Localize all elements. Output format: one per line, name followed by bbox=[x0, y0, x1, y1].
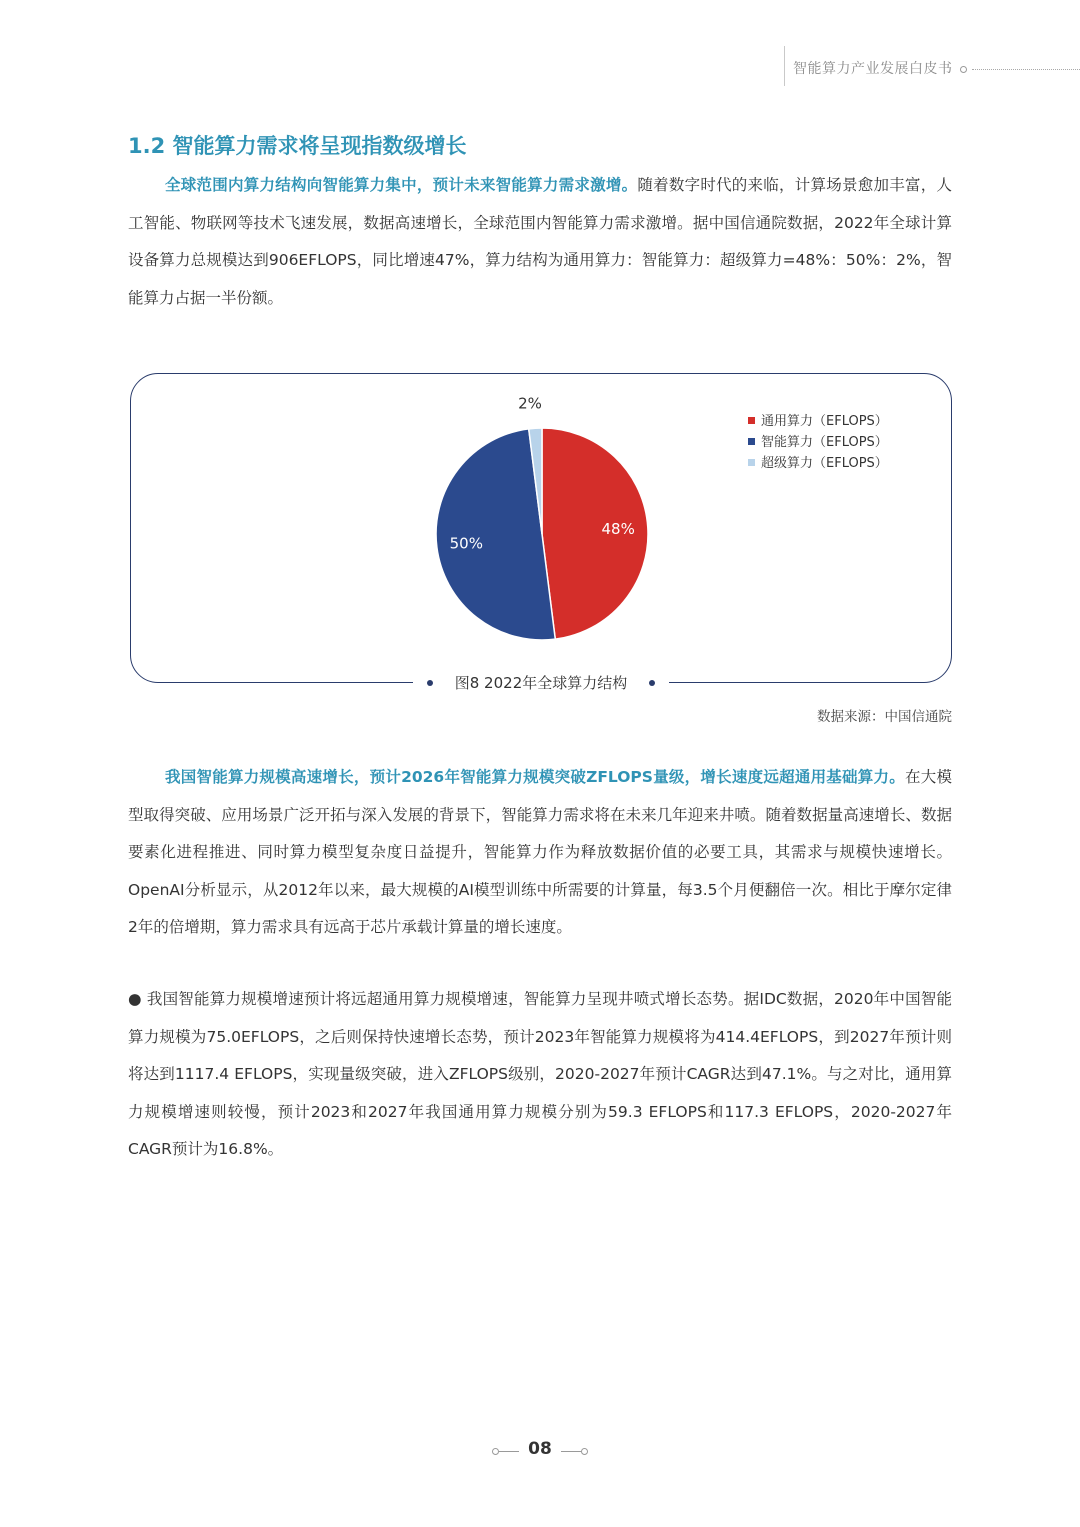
header-divider bbox=[784, 46, 785, 86]
figure-source: 数据来源：中国信通院 bbox=[817, 709, 952, 725]
legend-item bbox=[748, 432, 888, 453]
pie-chart bbox=[380, 393, 710, 653]
paragraph-2 bbox=[128, 759, 952, 947]
footer-left-dot bbox=[492, 1448, 499, 1455]
footer-right-dot bbox=[581, 1448, 588, 1455]
bullet-icon: ● bbox=[128, 990, 142, 1008]
caption-right-dot bbox=[649, 680, 655, 686]
paragraph-1 bbox=[128, 167, 952, 317]
legend-label: 智能算力（EFLOPS） bbox=[761, 435, 888, 450]
paragraph-1-lead: 全球范围内算力结构向智能算力集中，预计未来智能算力需求激增。 bbox=[165, 176, 638, 194]
paragraph-1-body: 随着数字时代的来临，计算场景愈加丰富，人工智能、物联网等技术飞速发展，数据高速增长，全球范围内智能算力需求激增。据中国信通院数据，2022年全球计算设备算力总规模达到906EFLOPS，同比增速47%，算力结构为通用算力：智能算力：超级算力=48%：50%：2%，智能算力占据一半份额。 bbox=[128, 176, 952, 307]
legend-swatch bbox=[748, 459, 755, 466]
chart-legend bbox=[748, 411, 888, 474]
footer-right-line bbox=[561, 1451, 581, 1452]
figure-caption: 图8 2022年全球算力结构 bbox=[454, 674, 628, 692]
footer-left-line bbox=[499, 1451, 519, 1452]
data-label-slice-intelligent: 50% bbox=[449, 534, 483, 553]
legend-item bbox=[748, 411, 888, 432]
section-title: 1.2 智能算力需求将呈现指数级增长 bbox=[128, 134, 467, 158]
legend-label: 超级算力（EFLOPS） bbox=[761, 456, 888, 471]
legend-swatch bbox=[748, 438, 755, 445]
paragraph-2-body: 在大模型取得突破、应用场景广泛开拓与深入发展的背景下，智能算力需求将在未来几年迎来井喷。随着数据量高速增长、数据要素化进程推进、同时算力模型复杂度日益提升，智能算力作为释放数据价值的必要工具，其需求与规模快速增长。OpenAI分析显示，从2012年以来，最大规模的AI模型训练中所需要的计算量，每3.5个月便翻倍一次。相比于摩尔定律2年的倍增期，算力需求具有远高于芯片承载计算量的增长速度。 bbox=[128, 768, 952, 936]
paragraph-3 bbox=[128, 981, 952, 1169]
page-footer bbox=[0, 1433, 1080, 1473]
header-ornament-dot bbox=[960, 66, 967, 73]
running-header bbox=[0, 0, 1080, 90]
legend-item bbox=[748, 453, 888, 474]
running-title: 智能算力产业发展白皮书 bbox=[793, 61, 953, 77]
page-number: 08 bbox=[528, 1439, 552, 1459]
figure-caption-row bbox=[130, 670, 952, 696]
paragraph-3-body: 我国智能算力规模增速预计将远超通用算力规模增速，智能算力呈现井喷式增长态势。据IDC数据，2020年中国智能算力规模为75.0EFLOPS，之后则保持快速增长态势，预计2023年智能算力规模将为414.4EFLOPS，到2027年预计则将达到1117.4 EFLOPS，实现量级突破，进入ZFLOPS级别，2020-2027年预计CAGR达到47.1%。与之对比，通用算力规模增速则较慢，预计2023和2027年我国通用算力规模分别为59.3 EFLOPS和117.3 EFLOPS，2020-2027年CAGR预计为16.8%。 bbox=[128, 990, 952, 1158]
legend-label: 通用算力（EFLOPS） bbox=[761, 414, 888, 429]
data-label-slice-general: 48% bbox=[601, 520, 635, 539]
legend-swatch bbox=[748, 417, 755, 424]
header-dotted-line bbox=[972, 69, 1080, 70]
paragraph-2-lead: 我国智能算力规模高速增长，预计2026年智能算力规模突破ZFLOPS量级，增长速度远超通用基础算力。 bbox=[165, 768, 906, 786]
data-label-slice-super: 2% bbox=[518, 394, 542, 413]
